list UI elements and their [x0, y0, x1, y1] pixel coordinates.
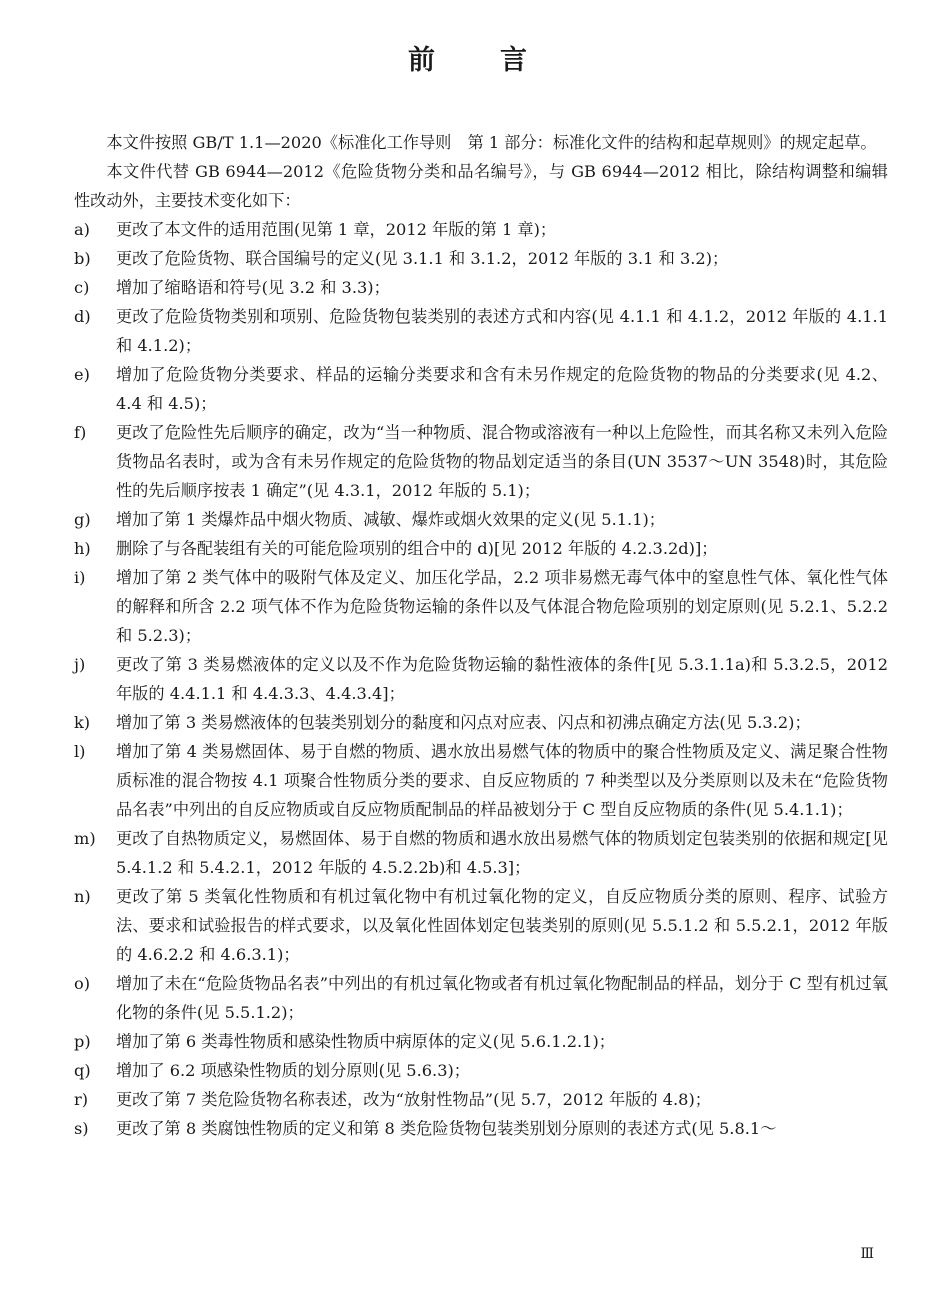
- intro-paragraph: 本文件代替 GB 6944—2012《危险货物分类和品名编号》，与 GB 6944—2012 相比，除结构调整和编辑性改动外，主要技术变化如下：: [74, 162, 888, 210]
- list-item: [74, 418, 888, 505]
- list-item-text: 增加了危险货物分类要求、样品的运输分类要求和含有未另作规定的危险货物的物品的分类要求(见 4.2、4.4 和 4.5)；: [116, 365, 888, 413]
- list-item-text: 更改了第 5 类氧化性物质和有机过氧化物中有机过氧化物的定义，自反应物质分类的原则、程序、试验方法、要求和试验报告的样式要求，以及氧化性固体划定包装类别的原则(见 5.5.1.2 和 5.5.2.1，2012 年版的 4.6.2.2 和 4.6.3.1)；: [116, 887, 888, 964]
- list-item: [74, 505, 888, 534]
- list-item-text: 更改了第 7 类危险货物名称表述，改为“放射性物品”(见 5.7，2012 年版的 4.8)；: [116, 1090, 711, 1109]
- list-item-label: g): [74, 510, 91, 529]
- list-item-label: b): [74, 249, 91, 268]
- page-title: [0, 38, 936, 77]
- list-item-text: 增加了未在“危险货物品名表”中列出的有机过氧化物或者有机过氧化物配制品的样品，划分于 C 型有机过氧化物的条件(见 5.5.1.2)；: [116, 974, 888, 1022]
- page-number: Ⅲ: [860, 1246, 874, 1262]
- list-item: [74, 737, 888, 824]
- list-item: [74, 302, 888, 360]
- list-item-label: s): [74, 1119, 89, 1138]
- list-item: [74, 244, 888, 273]
- list-item-label: m): [74, 829, 96, 848]
- list-item: [74, 534, 888, 563]
- list-item-text: 更改了危险货物类别和项别、危险货物包装类别的表述方式和内容(见 4.1.1 和 4.1.2，2012 年版的 4.1.1 和 4.1.2)；: [116, 307, 888, 355]
- list-item-label: i): [74, 568, 86, 587]
- list-item-text: 更改了第 8 类腐蚀性物质的定义和第 8 类危险货物包装类别划分原则的表述方式(见 5.8.1～: [116, 1119, 777, 1138]
- list-item: [74, 1114, 888, 1143]
- list-item-label: o): [74, 974, 91, 993]
- list-item: [74, 882, 888, 969]
- list-item-text: 增加了缩略语和符号(见 3.2 和 3.3)；: [116, 278, 390, 297]
- list-item-label: a): [74, 220, 90, 239]
- list-item-label: p): [74, 1032, 91, 1051]
- list-item-label: c): [74, 278, 90, 297]
- list-item-text: 增加了第 3 类易燃液体的包装类别划分的黏度和闪点对应表、闪点和初沸点确定方法(见 5.3.2)；: [116, 713, 811, 732]
- list-item-label: n): [74, 887, 91, 906]
- list-item: [74, 273, 888, 302]
- preface-body: [74, 128, 888, 1143]
- list-item-label: k): [74, 713, 91, 732]
- list-item-label: f): [74, 423, 87, 442]
- list-item-label: e): [74, 365, 90, 384]
- list-item-text: 增加了第 4 类易燃固体、易于自燃的物质、遇水放出易燃气体的物质中的聚合性物质及定义、满足聚合性物质标准的混合物按 4.1 项聚合性物质分类的要求、自反应物质的 7 种类型以及分类原则以及未在“危险货物品名表”中列出的自反应物质或自反应物质配制品的样品被划分于 C 型自反应物质的条件(见 5.4.1.1)；: [116, 742, 888, 819]
- list-item: [74, 1085, 888, 1114]
- list-item-label: j): [74, 655, 86, 674]
- title-char-2: 言: [500, 45, 528, 76]
- list-item-label: h): [74, 539, 91, 558]
- list-item-text: 增加了第 2 类气体中的吸附气体及定义、加压化学品，2.2 项非易燃无毒气体中的窒息性气体、氧化性气体的解释和所含 2.2 项气体不作为危险货物运输的条件以及气体混合物危险项别的划定原则(见 5.2.1、5.2.2 和 5.2.3)；: [116, 568, 888, 645]
- list-item-text: 更改了自热物质定义，易燃固体、易于自燃的物质和遇水放出易燃气体的物质划定包装类别的依据和规定[见 5.4.1.2 和 5.4.2.1，2012 年版的 4.5.2.2b)和 4.5.3]；: [116, 829, 888, 877]
- list-item-text: 删除了与各配装组有关的可能危险项别的组合中的 d)[见 2012 年版的 4.2.3.2d)]；: [116, 539, 718, 558]
- list-item-text: 更改了危险货物、联合国编号的定义(见 3.1.1 和 3.1.2，2012 年版的 3.1 和 3.2)；: [116, 249, 729, 268]
- list-item-label: l): [74, 742, 86, 761]
- list-item-text: 更改了第 3 类易燃液体的定义以及不作为危险货物运输的黏性液体的条件[见 5.3.1.1a)和 5.3.2.5，2012 年版的 4.4.1.1 和 4.4.3.3、4.4.3.4]；: [116, 655, 888, 703]
- list-item: [74, 969, 888, 1027]
- intro-paragraph: 本文件按照 GB/T 1.1—2020《标准化工作导则 第 1 部分：标准化文件的结构和起草规则》的规定起草。: [106, 133, 877, 152]
- list-item: [74, 708, 888, 737]
- list-item: [74, 650, 888, 708]
- list-item: [74, 215, 888, 244]
- list-item-text: 增加了第 1 类爆炸品中烟火物质、减敏、爆炸或烟火效果的定义(见 5.1.1)；: [116, 510, 665, 529]
- list-item-label: d): [74, 307, 91, 326]
- list-item: [74, 1027, 888, 1056]
- list-item-text: 增加了 6.2 项感染性物质的划分原则(见 5.6.3)；: [116, 1061, 470, 1080]
- list-item-text: 更改了危险性先后顺序的确定，改为“当一种物质、混合物或溶液有一种以上危险性，而其名称又未列入危险货物品名表时，或为含有未另作规定的危险货物的物品划定适当的条目(UN 3537～UN 3548)时，其危险性的先后顺序按表 1 确定”(见 4.3.1，2012 年版的 5.1)；: [116, 423, 888, 500]
- title-char-1: 前: [408, 45, 436, 76]
- list-item-text: 增加了第 6 类毒性物质和感染性物质中病原体的定义(见 5.6.1.2.1)；: [116, 1032, 615, 1051]
- change-list: [74, 215, 888, 1143]
- list-item-text: 更改了本文件的适用范围(见第 1 章，2012 年版的第 1 章)；: [116, 220, 557, 239]
- list-item: [74, 824, 888, 882]
- list-item-label: q): [74, 1061, 91, 1080]
- list-item-label: r): [74, 1090, 89, 1109]
- list-item: [74, 1056, 888, 1085]
- list-item: [74, 563, 888, 650]
- list-item: [74, 360, 888, 418]
